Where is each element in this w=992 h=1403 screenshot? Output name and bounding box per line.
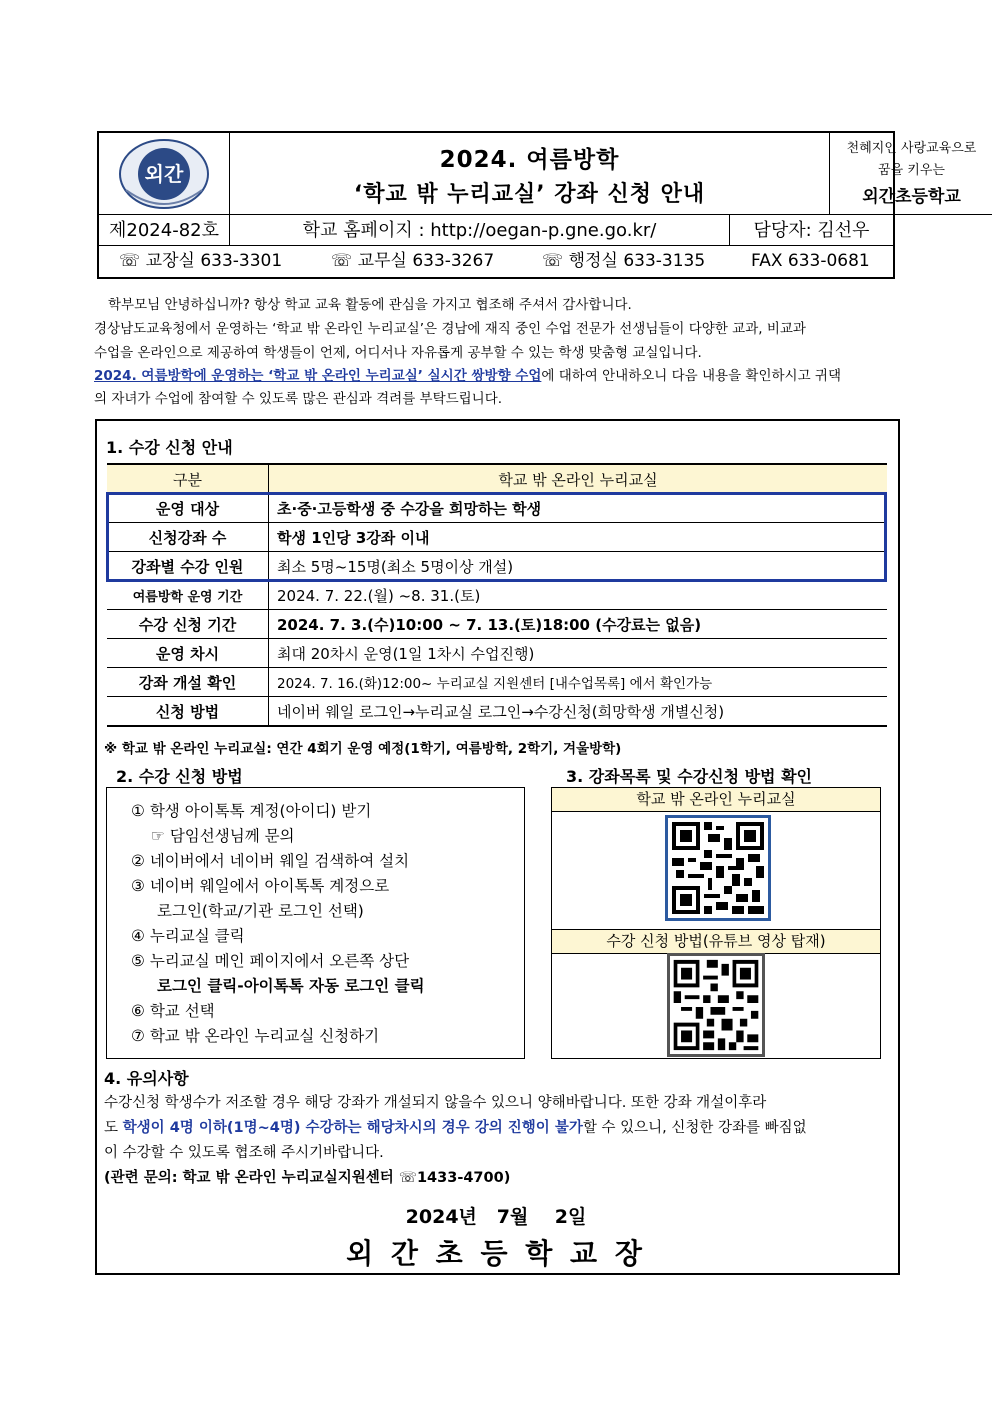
section3-title: 3. 강좌목록 및 수강신청 방법 확인 xyxy=(566,767,812,786)
step-3: ③ 네이버 웨일에서 아이톡톡 계정으로 xyxy=(131,877,390,895)
step-2: ② 네이버에서 네이버 웨일 검색하여 설치 xyxy=(131,852,410,870)
qr-box xyxy=(551,787,881,1059)
motto-line1: 천혜지인 사랑교육으로 xyxy=(846,141,977,156)
intro-highlight: 2024. 여름방학에 운영하는 ‘학교 밖 온라인 누리교실’ 실시간 쌍방향 수업 xyxy=(94,368,542,384)
row-value: 네이버 웨일 로그인→누리교실 로그인→수강신청(희망학생 개별신청) xyxy=(269,697,888,727)
intro-line5: 의 자녀가 수업에 참여할 수 있도록 많은 관심과 격려를 부탁드립니다. xyxy=(94,391,503,407)
doc-number: 제2024-82호 xyxy=(99,215,230,246)
row-value: 2024. 7. 22.(월) ~8. 31.(토) xyxy=(269,581,888,610)
inquiry-contact: (관련 문의: 학교 밖 온라인 누리교실지원센터 ☏1433-4700) xyxy=(104,1170,511,1186)
section1-note: ※ 학교 밖 온라인 누리교실: 연간 4회기 운영 예정(1학기, 여름방학, 2학기, 겨울방학) xyxy=(104,741,622,757)
document-date: 2024년 7월 2일 xyxy=(405,1206,587,1228)
step-6: ⑥ 학교 선택 xyxy=(131,1002,215,1020)
qr2-label: 수강 신청 방법(유튜브 영상 탑재) xyxy=(552,929,880,954)
step-5-sub: 로그인 클릭-아이톡톡 자동 로그인 클릭 xyxy=(157,977,425,995)
notice-highlight: 학생이 4명 이하(1명~4명) 수강하는 해당차시의 경우 강의 진행이 불가 xyxy=(122,1120,583,1136)
row-key: 신청강좌 수 xyxy=(107,523,269,552)
section2-title: 2. 수강 신청 방법 xyxy=(116,767,243,786)
step-3-sub: 로그인(학교/기관 로그인 선택) xyxy=(157,902,364,920)
intro-line3: 수업을 온라인으로 제공하여 학생들이 언제, 어디서나 자유롭게 공부할 수 있는 학생 맞춤형 교실입니다. xyxy=(94,345,702,361)
row-key: 여름방학 운영 기간 xyxy=(107,581,269,610)
step-1-sub: ☞ 담임선생님께 문의 xyxy=(151,827,295,845)
notice-line1: 수강신청 학생수가 저조할 경우 해당 강좌가 개설되지 않을수 있으니 양해바랍니다. 또한 강좌 개설이후라 xyxy=(104,1095,767,1111)
qr-code-icon[interactable] xyxy=(667,953,765,1057)
notice-line3: 이 수강할 수 있도록 협조해 주시기바랍니다. xyxy=(104,1145,384,1161)
intro-line4-rest: 에 대하여 안내하오니 다음 내용을 확인하시고 귀댁 xyxy=(541,368,841,384)
head-value: 학교 밖 온라인 누리교실 xyxy=(269,464,888,494)
notice-line2 xyxy=(104,1116,896,1141)
row-value: 2024. 7. 16.(화)12:00~ 누리교실 지원센터 [내수업목록] 에서 확인가능 xyxy=(269,668,888,697)
row-key: 강좌별 수강 인원 xyxy=(107,552,269,581)
row-key: 운영 차시 xyxy=(107,639,269,668)
svg-text:외간: 외간 xyxy=(144,162,184,186)
school-logo-cell xyxy=(99,133,230,215)
notice-line2-pre: 도 xyxy=(104,1120,123,1136)
row-value: 학생 1인당 3강좌 이내 xyxy=(269,523,888,552)
phone-principal: ☏ 교장실 633-3301 xyxy=(119,251,283,271)
step-7: ⑦ 학교 밖 온라인 누리교실 신청하기 xyxy=(131,1027,380,1045)
phone-admin: ☏ 행정실 633-3135 xyxy=(542,251,706,271)
row-value: 최대 20차시 운영(1일 1차시 수업진행) xyxy=(269,639,888,668)
homepage: 학교 홈페이지 : http://oegan-p.gne.go.kr/ xyxy=(230,215,730,246)
school-logo-icon xyxy=(116,138,212,210)
title-line2: ‘학교 밖 누리교실’ 강좌 신청 안내 xyxy=(353,182,706,207)
row-key: 강좌 개설 확인 xyxy=(107,668,269,697)
row-value: 2024. 7. 3.(수)10:00 ~ 7. 13.(토)18:00 (수강료는 없음) xyxy=(269,610,888,639)
row-key: 수강 신청 기간 xyxy=(107,610,269,639)
steps-box xyxy=(106,787,525,1059)
intro-line2: 경상남도교육청에서 운영하는 ‘학교 밖 온라인 누리교실’은 경남에 재직 중인 수업 전문가 선생님들이 다양한 교과, 비교과 xyxy=(94,321,806,337)
qr2-pattern-icon xyxy=(670,956,762,1054)
title-cell xyxy=(230,133,830,215)
row-key: 신청 방법 xyxy=(107,697,269,727)
section1-title: 1. 수강 신청 안내 xyxy=(106,438,233,457)
school-name: 외간초등학교 xyxy=(862,187,961,207)
phone-office: ☏ 교무실 633-3267 xyxy=(331,251,495,271)
row-value: 최소 5명~15명(최소 5명이상 개설) xyxy=(269,552,888,581)
intro-line4 xyxy=(94,365,898,388)
step-4: ④ 누리교실 클릭 xyxy=(131,927,245,945)
contact-person: 담당자: 김선우 xyxy=(730,215,893,246)
step-1: ① 학생 아이톡톡 계정(아이디) 받기 xyxy=(131,802,372,820)
intro-line1: 학부모님 안녕하십니까? 항상 학교 교육 활동에 관심을 가지고 협조해 주셔서 감사합니다. xyxy=(108,297,632,313)
qr1-label: 학교 밖 온라인 누리교실 xyxy=(552,788,880,812)
principal-signature: 외 간 초 등 학 교 장 xyxy=(346,1237,646,1270)
row-key: 운영 대상 xyxy=(107,494,269,523)
fax: FAX 633-0681 xyxy=(751,251,870,271)
motto-line2: 꿈을 키우는 xyxy=(878,163,945,178)
qr1-pattern-icon xyxy=(668,818,768,918)
header-table xyxy=(97,131,977,279)
motto-cell xyxy=(830,133,992,215)
highlight-box xyxy=(106,492,887,582)
head-key: 구분 xyxy=(107,464,269,494)
row-value: 초·중·고등학생 중 수강을 희망하는 학생 xyxy=(269,494,888,523)
title-line1: 2024. 여름방학 xyxy=(439,147,620,173)
qr-code-icon[interactable] xyxy=(665,815,771,921)
step-5: ⑤ 누리교실 메인 페이지에서 오른쪽 상단 xyxy=(131,952,410,970)
section4-title: 4. 유의사항 xyxy=(104,1069,189,1088)
notice-line2-post: 할 수 있으니, 신청한 강좌를 빠짐없 xyxy=(582,1120,807,1136)
